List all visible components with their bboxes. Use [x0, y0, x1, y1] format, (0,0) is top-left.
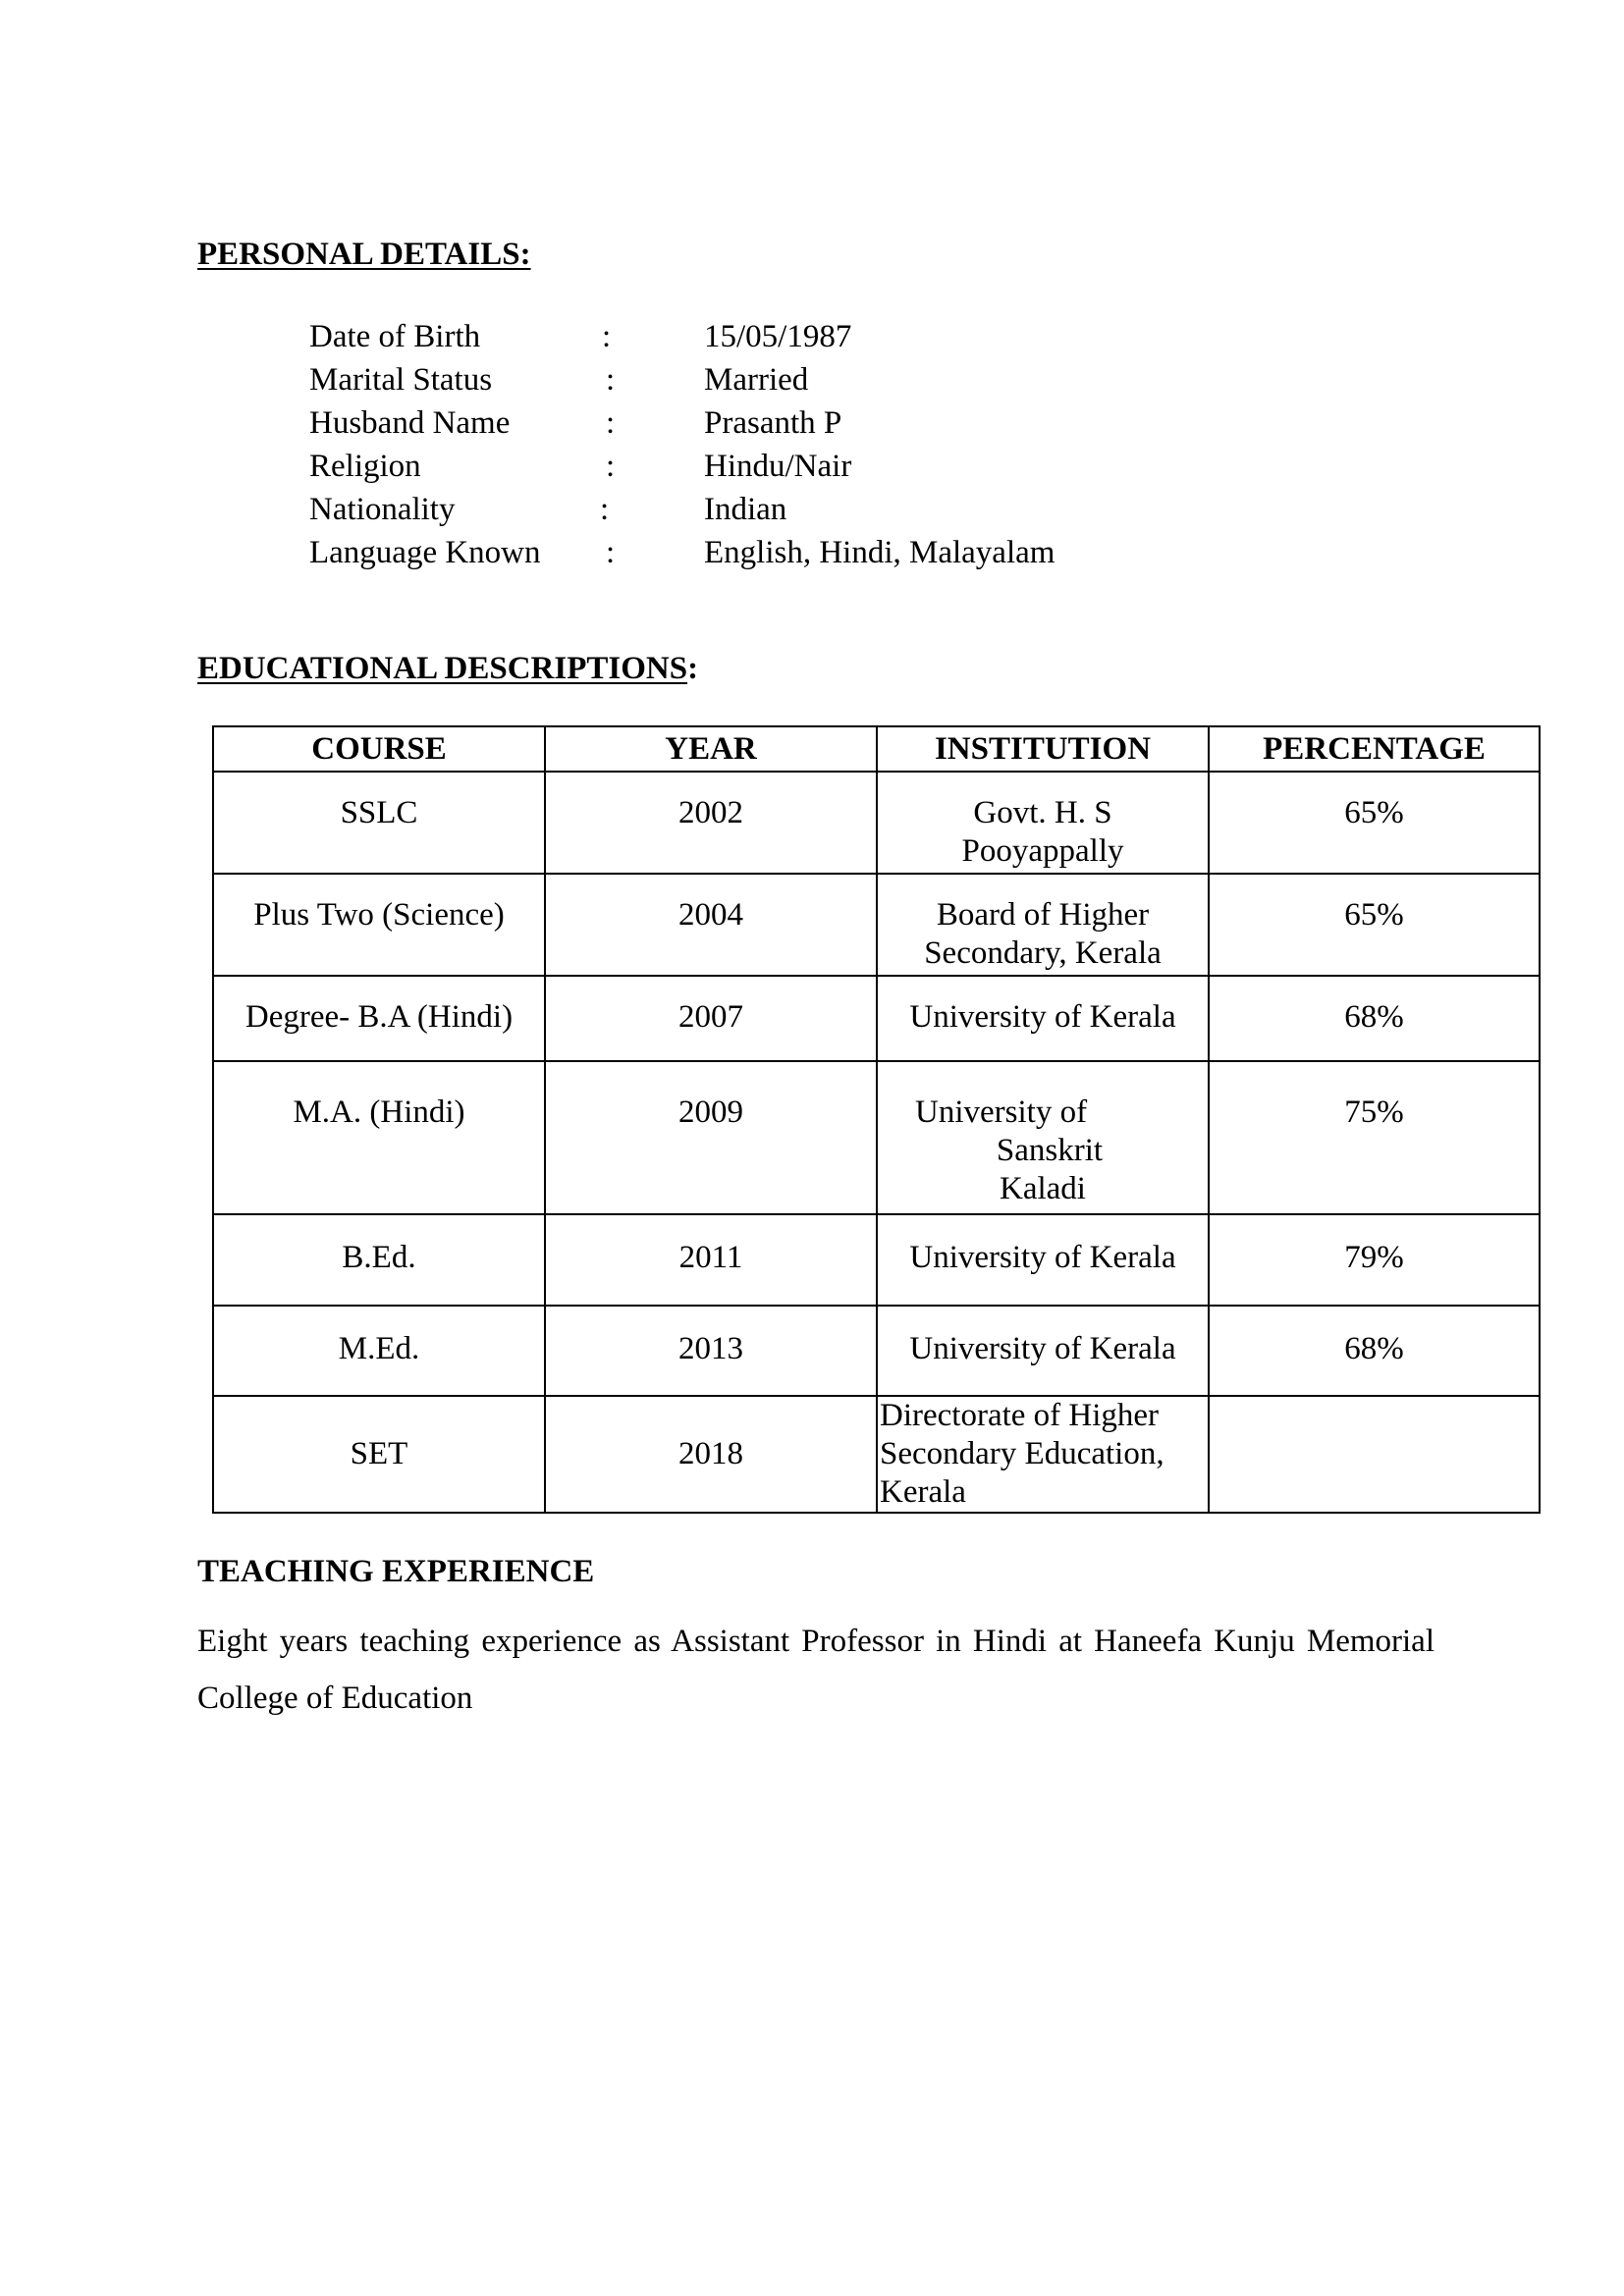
detail-colon: : [602, 319, 612, 354]
cell-year: 2011 [545, 1214, 877, 1306]
cell-institution: Directorate of Higher Secondary Education, Kerala [877, 1396, 1209, 1513]
column-header-percentage: PERCENTAGE [1209, 726, 1540, 772]
detail-value: Hindu/Nair [704, 449, 852, 484]
cell-year: 2004 [545, 874, 877, 976]
cell-percentage: 65% [1209, 874, 1540, 976]
cell-course: SSLC [213, 772, 545, 874]
detail-value: Married [704, 362, 809, 398]
cell-year: 2018 [545, 1396, 877, 1513]
cell-institution: University of Sanskrit Kaladi [877, 1061, 1209, 1214]
cell-institution: Board of Higher Secondary, Kerala [877, 874, 1209, 976]
table-row [213, 874, 1540, 976]
cell-course: Plus Two (Science) [213, 874, 545, 976]
table-row [213, 772, 1540, 874]
detail-row-husband-name [309, 405, 1193, 449]
education-table [212, 725, 1541, 1514]
column-header-course: COURSE [213, 726, 545, 772]
cell-institution: University of Kerala [877, 976, 1209, 1061]
cell-course: M.A. (Hindi) [213, 1061, 545, 1214]
detail-label: Marital Status [309, 362, 493, 398]
detail-label: Date of Birth [309, 319, 481, 354]
detail-label: Nationality [309, 492, 456, 527]
cell-course: B.Ed. [213, 1214, 545, 1306]
detail-row-religion [309, 449, 1193, 492]
cell-year: 2007 [545, 976, 877, 1061]
detail-value: Prasanth P [704, 405, 842, 441]
cell-percentage: 68% [1209, 976, 1540, 1061]
table-row [213, 1061, 1540, 1214]
detail-value: English, Hindi, Malayalam [704, 535, 1056, 570]
detail-colon: : [606, 535, 616, 570]
cell-course: SET [213, 1396, 545, 1513]
cell-percentage: 68% [1209, 1306, 1540, 1396]
detail-row-date-of-birth [309, 319, 1193, 362]
cell-percentage: 79% [1209, 1214, 1540, 1306]
column-header-year: YEAR [545, 726, 877, 772]
cell-year: 2013 [545, 1306, 877, 1396]
teaching-experience-text: Eight years teaching experience as Assistant Professor in Hindi at Haneefa Kunju Memorial College of Education [197, 1624, 1435, 1716]
teaching-experience-heading: TEACHING EXPERIENCE [197, 1554, 595, 1589]
table-header-row [213, 726, 1540, 772]
cell-percentage [1209, 1396, 1540, 1513]
detail-colon: : [606, 405, 616, 441]
detail-row-nationality [309, 492, 1193, 535]
detail-row-marital-status [309, 362, 1193, 405]
detail-label: Husband Name [309, 405, 511, 441]
detail-colon: : [606, 449, 616, 484]
detail-label: Language Known [309, 535, 541, 570]
detail-colon: : [600, 492, 610, 527]
cell-percentage: 65% [1209, 772, 1540, 874]
cell-course: Degree- B.A (Hindi) [213, 976, 545, 1061]
table-row [213, 1306, 1540, 1396]
detail-label: Religion [309, 449, 421, 484]
cell-institution: Govt. H. S Pooyappally [877, 772, 1209, 874]
cell-institution: University of Kerala [877, 1214, 1209, 1306]
personal-details-heading: PERSONAL DETAILS: [197, 237, 531, 272]
table-row [213, 1396, 1540, 1513]
table-row [213, 1214, 1540, 1306]
cell-institution: University of Kerala [877, 1306, 1209, 1396]
table-row [213, 976, 1540, 1061]
cell-year: 2009 [545, 1061, 877, 1214]
detail-colon: : [606, 362, 616, 398]
educational-descriptions-heading: EDUCATIONAL DESCRIPTIONS: [197, 651, 699, 686]
cell-percentage: 75% [1209, 1061, 1540, 1214]
cell-course: M.Ed. [213, 1306, 545, 1396]
detail-value: 15/05/1987 [704, 319, 852, 354]
cell-year: 2002 [545, 772, 877, 874]
detail-value: Indian [704, 492, 787, 527]
column-header-institution: INSTITUTION [877, 726, 1209, 772]
detail-row-language-known [309, 535, 1193, 578]
